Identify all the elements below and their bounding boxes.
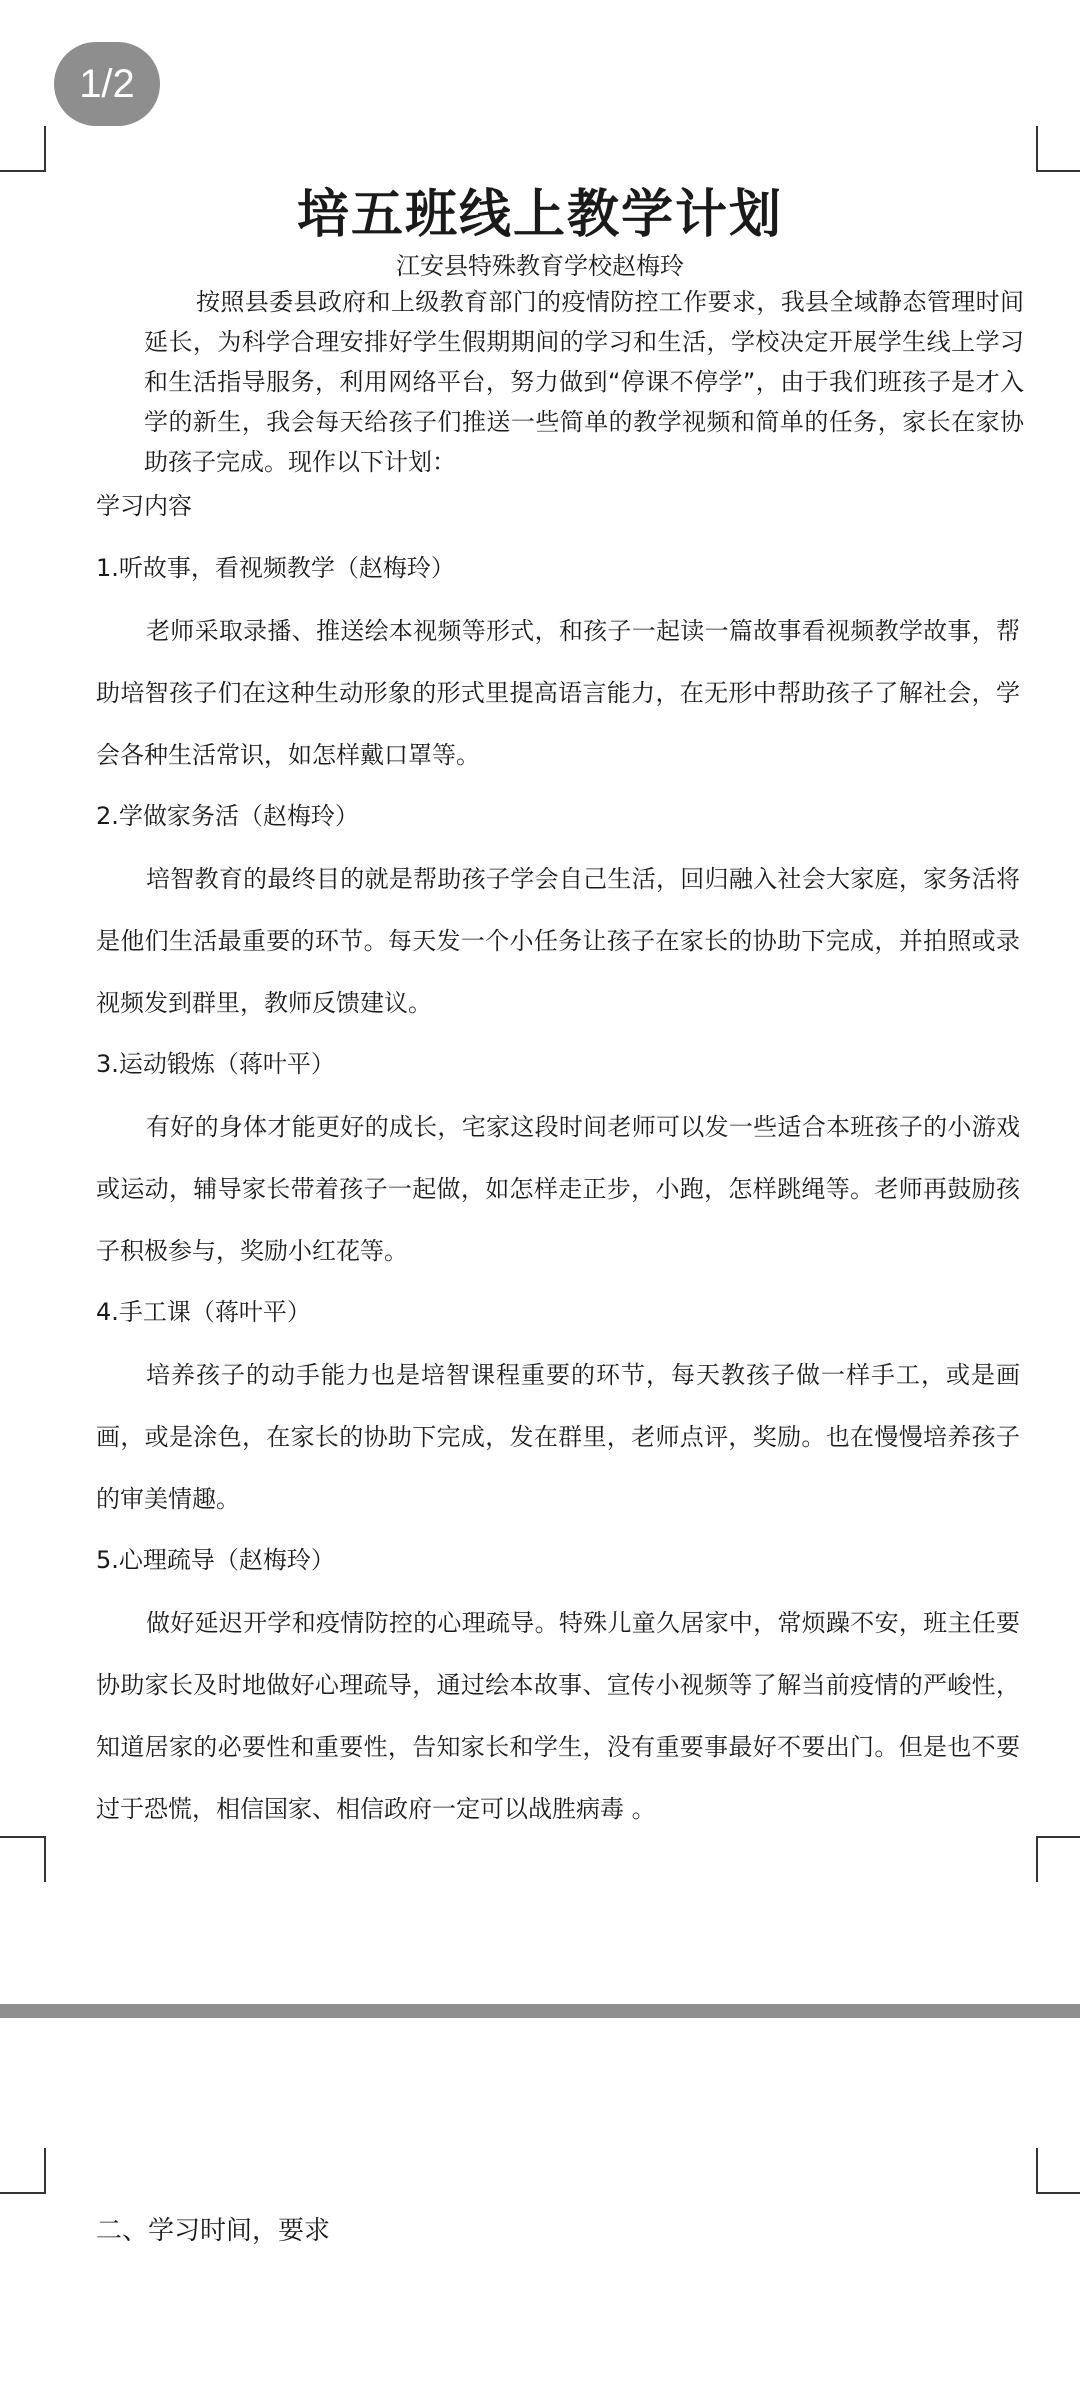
crop-mark-bottom-left [0, 1836, 46, 1882]
crop-mark-top-left [0, 126, 46, 172]
item-body: 老师采取录播、推送绘本视频等形式，和孩子一起读一篇故事看视频教学故事，帮助培智孩子们在这种生动形象的形式里提高语言能力，在无形中帮助孩子了解社会，学会各种生活常识，如怎样戴口罩等。 [96, 617, 1020, 769]
section-label: 学习内容 [96, 492, 192, 520]
page-divider [0, 2004, 1080, 2018]
item-body: 有好的身体才能更好的成长，宅家这段时间老师可以发一些适合本班孩子的小游戏或运动，辅导家长带着孩子一起做，如怎样走正步，小跑，怎样跳绳等。老师再鼓励孩子积极参与，奖励小红花等。 [96, 1113, 1020, 1265]
item-body: 做好延迟开学和疫情防控的心理疏导。特殊儿童久居家中，常烦躁不安，班主任要协助家长及时地做好心理疏导，通过绘本故事、宣传小视频等了解当前疫情的严峻性，知道居家的必要性和重要性，告知家长和学生，没有重要事最好不要出门。但是也不要过于恐慌，相信国家、相信政府一定可以战胜病毒 。 [96, 1609, 1020, 1823]
intro-paragraph: 按照县委县政府和上级教育部门的疫情防控工作要求，我县全域静态管理时间延长，为科学合理安排好学生假期期间的学习和生活，学校决定开展学生线上学习和生活指导服务，利用网络平台，努力做到“停课不停学”，由于我们班孩子是才入学的新生，我会每天给孩子们推送一些简单的教学视频和简单的任务，家长在家协助孩子完成。现作以下计划： [144, 288, 1024, 476]
page2-section-heading: 二、学习时间，要求 [96, 2216, 331, 2246]
document-author: 江安县特殊教育学校赵梅玲 [396, 252, 684, 280]
page-indicator: 1/2 [54, 42, 160, 126]
crop-mark-bottom-right [1036, 1836, 1080, 1882]
item-heading: 5.心理疏导（赵梅玲） [96, 1546, 335, 1574]
crop-mark-top-right [1036, 2148, 1080, 2194]
item-body: 培智教育的最终目的就是帮助孩子学会自己生活，回归融入社会大家庭，家务活将是他们生活最重要的环节。每天发一个小任务让孩子在家长的协助下完成，并拍照或录视频发到群里，教师反馈建议。 [96, 865, 1020, 1017]
item-heading: 1.听故事，看视频教学（赵梅玲） [96, 554, 455, 582]
item-body: 培养孩子的动手能力也是培智课程重要的环节，每天教孩子做一样手工，或是画画，或是涂色，在家长的协助下完成，发在群里，老师点评，奖励。也在慢慢培养孩子的审美情趣。 [96, 1361, 1020, 1513]
document-title: 培五班线上教学计划 [296, 185, 783, 245]
item-heading: 4.手工课（蒋叶平） [96, 1298, 311, 1326]
item-heading: 2.学做家务活（赵梅玲） [96, 802, 359, 830]
crop-mark-top-right [1036, 126, 1080, 172]
item-heading: 3.运动锻炼（蒋叶平） [96, 1050, 335, 1078]
crop-mark-top-left [0, 2148, 46, 2194]
